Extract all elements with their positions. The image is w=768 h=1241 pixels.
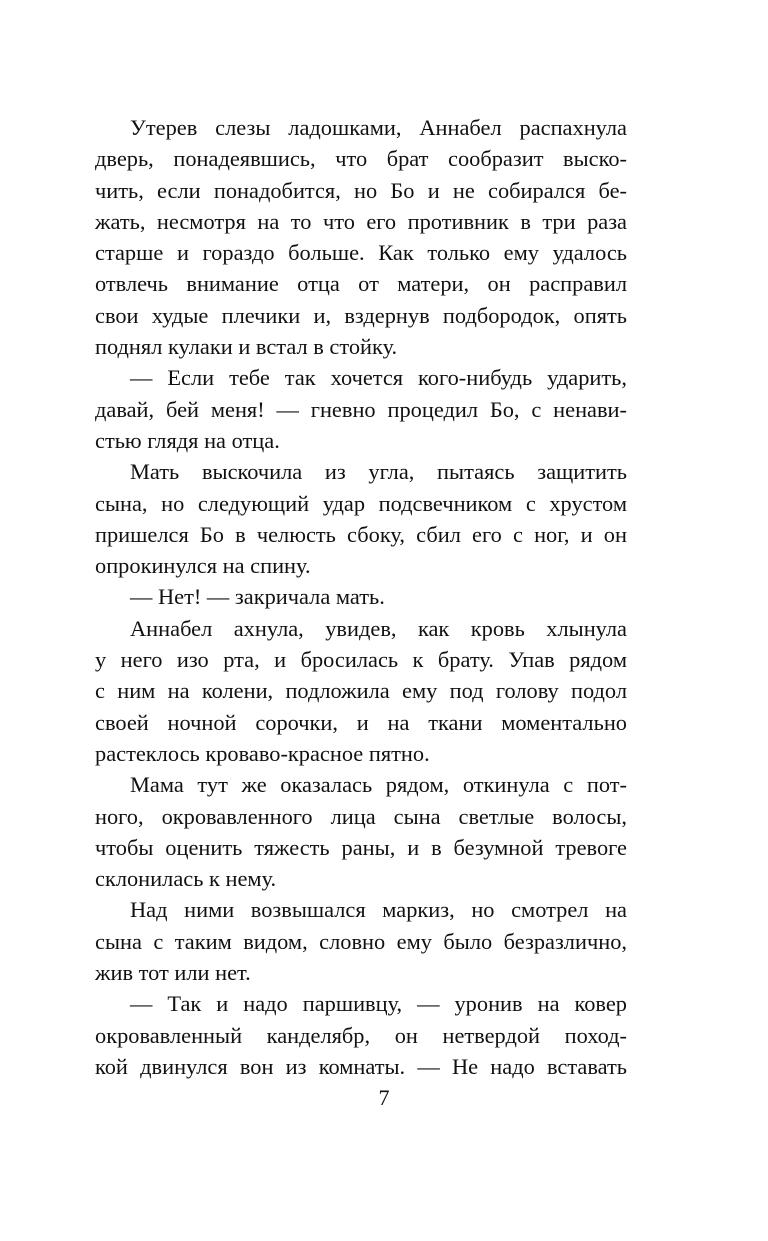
- text-line: — Если тебе так хочется кого-нибудь ударить,: [130, 365, 627, 391]
- text-line: жив тот или нет.: [95, 960, 251, 986]
- text-line: опрокинулся на спину.: [95, 553, 311, 579]
- body-text: [95, 112, 627, 1082]
- text-line: сына, но следующий удар подсвечником с хрустом: [95, 490, 627, 516]
- text-line: Аннабел ахнула, увидев, как кровь хлынула: [130, 615, 627, 641]
- text-line: — Нет! — закричала мать.: [130, 584, 385, 610]
- text-line: у него изо рта, и бросилась к брату. Упав рядом: [95, 647, 627, 673]
- text-line: поднял кулаки и встал в стойку.: [95, 334, 398, 360]
- text-line: давай, бей меня! — гневно процедил Бо, с ненави-: [95, 396, 627, 422]
- text-line: Утерев слезы ладошками, Аннабел распахнула: [130, 115, 627, 140]
- text-line: Мать выскочила из угла, пытаясь защитить: [130, 459, 627, 485]
- text-line: — Так и надо паршивцу, — уронив на ковер: [130, 991, 627, 1017]
- text-line: окровавленный канделябр, он нетвердой поход-: [95, 1022, 627, 1048]
- text-line: отвлечь внимание отца от матери, он расправил: [95, 271, 627, 297]
- text-line: склонилась к нему.: [95, 866, 277, 892]
- text-line: с ним на колени, подложила ему под голову подол: [95, 678, 627, 704]
- text-line: Над ними возвышался маркиз, но смотрел на: [130, 897, 627, 923]
- text-line: Мама тут же оказалась рядом, откинула с пот-: [130, 772, 627, 798]
- text-line: своей ночной сорочки, и на ткани моментально: [95, 709, 627, 735]
- text-line: старше и гораздо больше. Как только ему удалось: [95, 240, 627, 266]
- text-line: сына с таким видом, словно ему было безразлично,: [95, 928, 627, 954]
- text-line: стью глядя на отца.: [95, 427, 280, 453]
- page-number: 7: [378, 1085, 390, 1110]
- text-line: свои худые плечики и, вздернув подбородок, опять: [95, 302, 627, 328]
- text-line: дверь, понадеявшись, что брат сообразит выско-: [95, 146, 627, 172]
- text-line: пришелся Бо в челюсть сбоку, сбил его с ног, и он: [95, 521, 627, 547]
- text-line: кой двинулся вон из комнаты. — Не надо вставать: [95, 1053, 627, 1079]
- text-line: жать, несмотря на то что его противник в три раза: [95, 208, 627, 234]
- text-line: ного, окровавленного лица сына светлые волосы,: [95, 803, 627, 829]
- text-line: чить, если понадобится, но Бо и не собирался бе-: [95, 177, 627, 203]
- text-line: растеклось кроваво-красное пятно.: [95, 740, 430, 766]
- text-line: чтобы оценить тяжесть раны, и в безумной тревоге: [95, 834, 627, 860]
